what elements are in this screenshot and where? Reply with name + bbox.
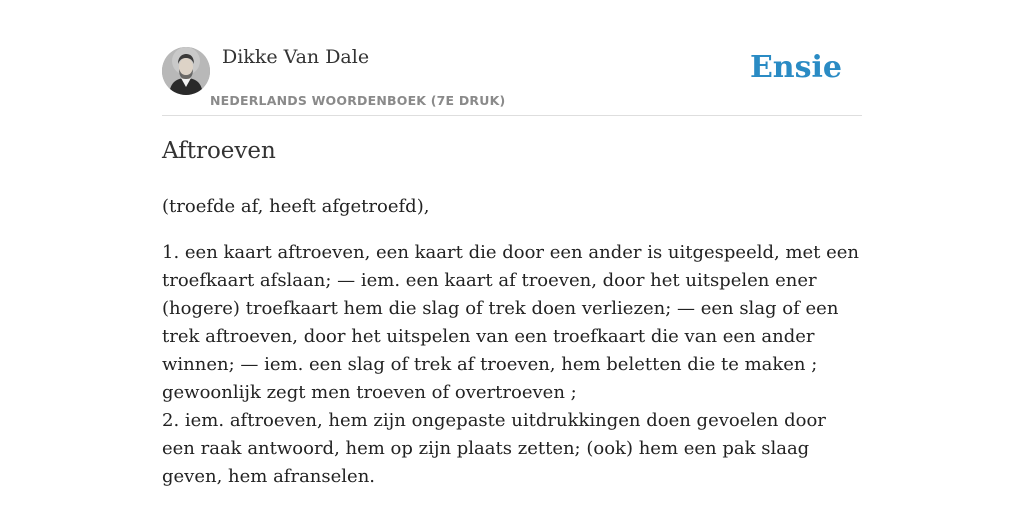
author-name[interactable]: Dikke Van Dale [222,46,370,68]
definition-sense: 1. een kaart aftroeven, een kaart die door een ander is uitgespeeld, met een troefkaart afslaan; — iem. een kaart af troeven, door het uitspelen ener (hogere) troefkaart hem die slag of trek doen verliezen; — een slag of een trek aftroeven, door het uitspelen van een troefkaart die van een ander winnen; — iem. een slag of trek af troeven, hem beletten die te maken ; gewoonlijk zegt men troeven of overtroeven ; [162,242,860,403]
person-portrait-icon [162,47,210,95]
brand-logo[interactable]: Ensie [749,50,842,85]
source-label[interactable]: NEDERLANDS WOORDENBOEK (7E DRUK) [210,93,506,108]
header [162,42,862,116]
entry-forms: (troefde af, heeft afgetroefd), [162,196,430,217]
author-avatar[interactable] [162,47,210,95]
entry-headword: Aftroeven [162,138,276,164]
definition-sense: 2. iem. aftroeven, hem zijn ongepaste uitdrukkingen doen gevoelen door een raak antwoord, hem op zijn plaats zetten; (ook) hem een pak slaag geven, hem afranselen. [162,410,826,487]
entry-definition [162,239,862,491]
